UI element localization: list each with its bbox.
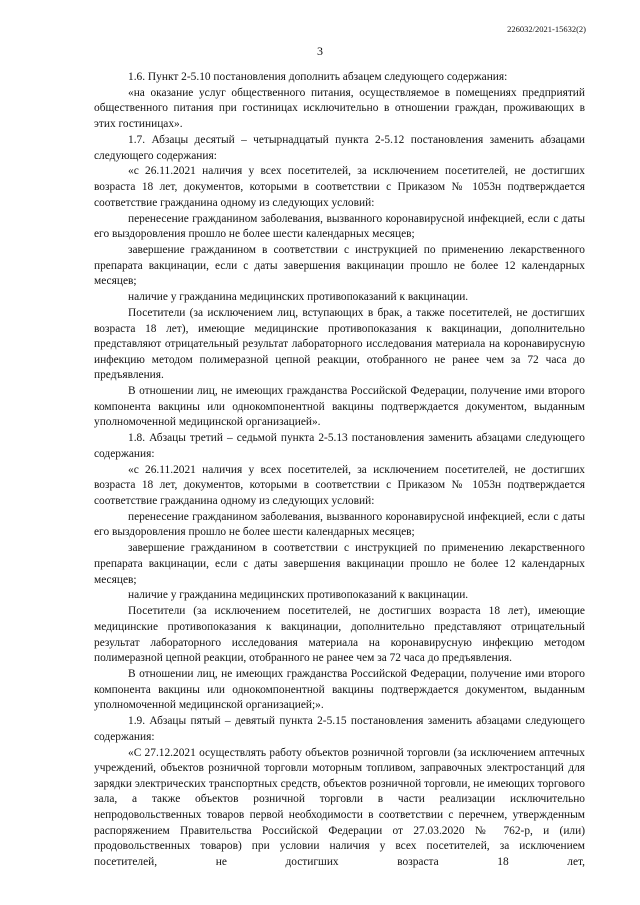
paragraph-condition-contraindications: наличие у гражданина медицинских противопоказаний к вакцинации.	[128, 291, 469, 304]
paragraph-foreign-citizens: В отношении лиц, не имеющих гражданства Российской Федерации, получение ими второго компонента вакцины или однокомпонентной вакцины подтверждается документом, выданным уполномоченной медицинской организацией».	[94, 385, 585, 429]
paragraph-condition-illness-2: перенесение гражданином заболевания, вызванного коронавирусной инфекцией, если с даты его выздоровления прошло не более шести календарных месяцев;	[94, 510, 585, 539]
paragraph-condition-vaccination-2: завершение гражданином в соответствии с инструкцией по применению лекарственного препарата вакцинации, если с даты завершения вакцинации прошло не более 12 календарных месяцев;	[94, 542, 585, 586]
paragraph-1-8: 1.8. Абзацы третий – седьмой пункта 2-5.13 постановления заменить абзацами следующего содержания:	[94, 432, 585, 460]
paragraph-retail-trade: «С 27.12.2021 осуществлять работу объектов розничной торговли (за исключением аптечных учреждений, объектов розничной торговли моторным топливом, заправочных электростанций для зарядки электрических транспортных средств, объектов розничной торговли, не имеющих торгового зала, а также объектов розничной торговли в части реализации исключительно непродовольственных товаров первой необходимости в соответствии с перечнем, утвержденным распоряжением Правительства Российской Федерации от 27.03.2020 № 762-р, и (или) продовольственных товаров) при условии наличия у всех посетителей, за исключением посетителей, не достигших возраста 18 лет,	[94, 746, 585, 868]
paragraph-condition-illness: перенесение гражданином заболевания, вызванного коронавирусной инфекцией, если с даты его выздоровления прошло не более шести календарных месяцев;	[94, 212, 585, 241]
paragraph-visitors-pcr: Посетители (за исключением лиц, вступающих в брак, а также посетителей, не достигших возраста 18 лет), имеющие медицинские противопоказания к вакцинации, дополнительно представляют отрицательный результат лабораторного исследования материала на коронавирусную инфекцию методом полимеразной цепной реакции, отобранного не ранее чем за 72 часа до предъявления.	[94, 306, 585, 382]
paragraph-from-date: «с 26.11.2021 наличия у всех посетителей, за исключением посетителей, не достигших возраста 18 лет, документов, которыми в соответствии с Приказом № 1053н подтверждается соответствие гражданина одному из следующих условий:	[94, 165, 585, 209]
paragraph-1-7: 1.7. Абзацы десятый – четырнадцатый пункта 2-5.12 постановления заменить абзацами следующего содержания:	[94, 133, 585, 162]
paragraph-1-6: 1.6. Пункт 2-5.10 постановления дополнить абзацем следующего содержания:	[128, 71, 508, 83]
paragraph-1-9: 1.9. Абзацы пятый – девятый пункта 2-5.15 постановления заменить абзацами следующего содержания:	[94, 715, 585, 743]
document-registration-number: 226032/2021-15632(2)	[507, 24, 586, 34]
paragraph-quote-catering: «на оказание услуг общественного питания, осуществляемое в помещениях предприятий общественного питания при гостиницах исключительно в отношении граждан, проживающих в этих гостиницах».	[94, 86, 585, 131]
paragraph-foreign-citizens-2: В отношении лиц, не имеющих гражданства Российской Федерации, получение ими второго компонента вакцины или однокомпонентной вакцины подтверждается документом, выданным уполномоченной медицинской организацией;».	[94, 668, 585, 712]
paragraph-condition-contraindications-2: наличие у гражданина медицинских противопоказаний к вакцинации.	[128, 589, 469, 602]
page-number: 3	[317, 44, 323, 58]
paragraph-from-date-2: «с 26.11.2021 наличия у всех посетителей, за исключением посетителей, не достигших возраста 18 лет, документов, которыми в соответствии с Приказом № 1053н подтверждается соответствие гражданина одному из следующих условий:	[94, 463, 585, 507]
document-body	[94, 70, 585, 871]
paragraph-condition-vaccination: завершение гражданином в соответствии с инструкцией по применению лекарственного препарата вакцинации, если с даты завершения вакцинации прошло не более 12 календарных месяцев;	[94, 244, 585, 288]
paragraph-visitors-pcr-2: Посетители (за исключением посетителей, не достигших возраста 18 лет), имеющие медицинские противопоказания к вакцинации, дополнительно представляют отрицательный результат лабораторного исследования материала на коронавирусную инфекцию методом полимеразной цепной реакции, отобранного не ранее чем за 72 часа до предъявления.	[94, 605, 585, 665]
